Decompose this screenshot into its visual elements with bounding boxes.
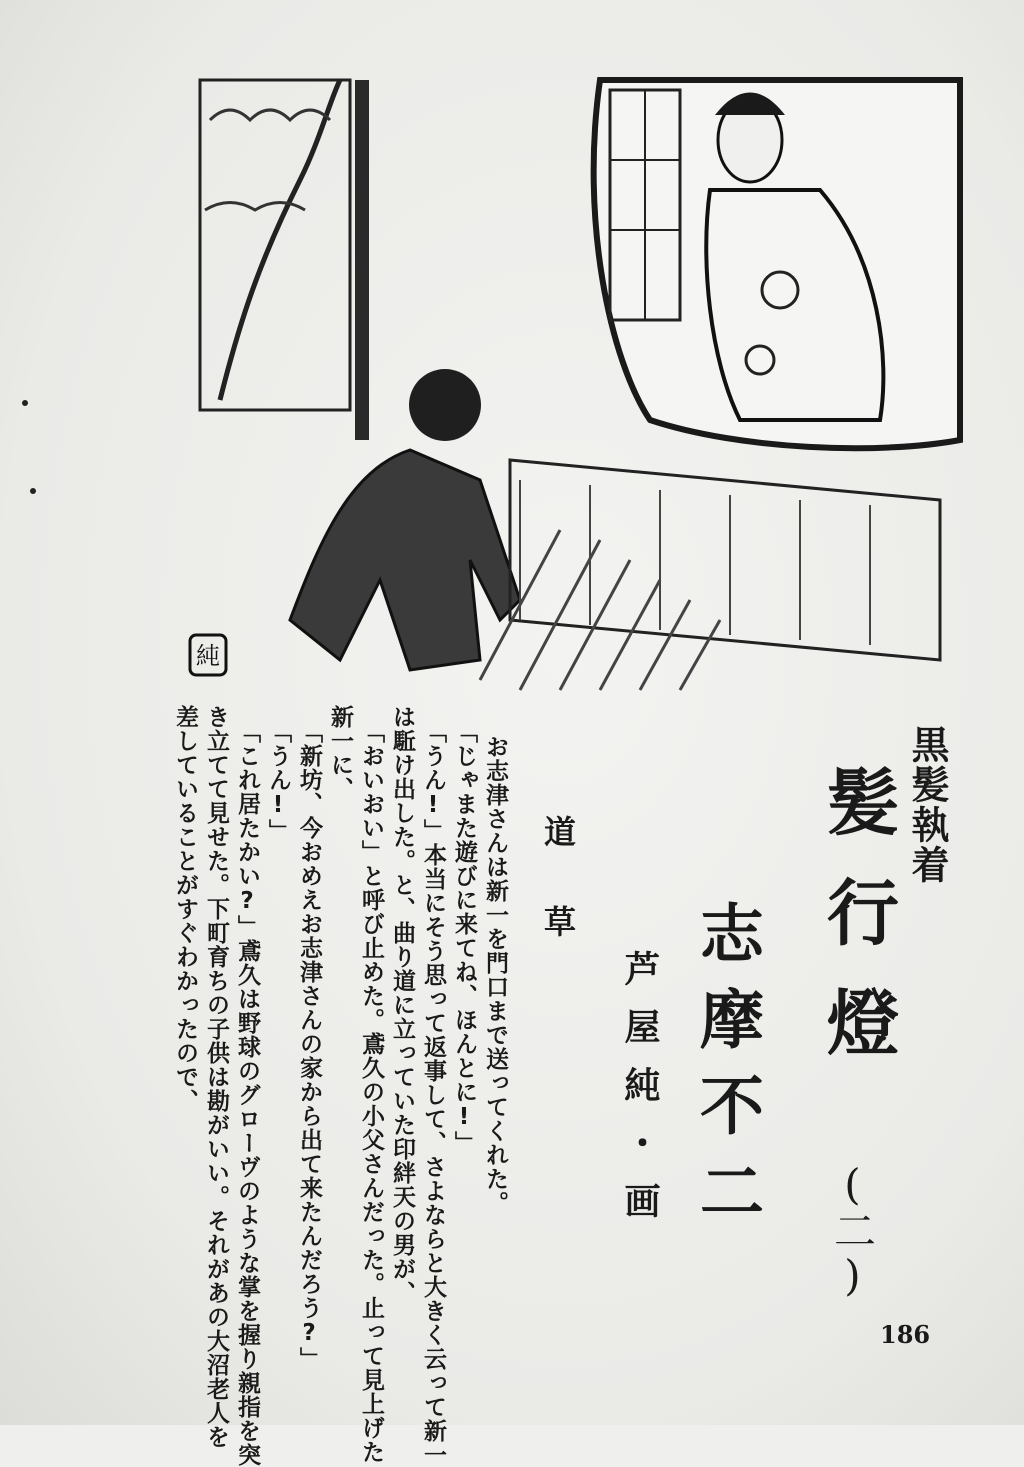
boy-head <box>409 369 481 441</box>
page-number: 186 <box>880 1320 931 1349</box>
print-speck <box>22 400 28 406</box>
body-line-1: お志津さんは新一を門口まで送ってくれた。 <box>482 735 508 1215</box>
body-line-5: 「おいおい」と呼び止めた。鳶久の小父さんだった。止って見上げた <box>358 720 384 1464</box>
main-title: 髪行燈 <box>815 765 900 1095</box>
series-title: 黒髪執着 <box>905 725 949 885</box>
tree-leaves <box>210 110 330 120</box>
floor-stripes <box>480 530 720 690</box>
body-line-3: 「うん!」本当にそう思って返事して、さよならと大きく云って新一 <box>420 720 446 1467</box>
body-line-7: 「新坊、今おめえお志津さんの家から出て来たんだろう?」 <box>296 720 322 1371</box>
body-line-11: 差していることがすぐわかったので、 <box>172 705 198 1113</box>
body-line-9: 「これ居たかい?」鳶久は野球のグローヴのような掌を握り親指を突 <box>234 720 260 1467</box>
body-line-6: 新一に、 <box>327 705 353 801</box>
boy-body <box>290 450 520 670</box>
section-title: 道草 <box>539 815 577 995</box>
wooden-pillar <box>355 80 369 440</box>
body-line-10: き立てて見せた。下町育ちの子供は勘がいい。それがあの大沼老人を <box>203 705 229 1449</box>
author-name: 志摩不二 <box>689 900 764 1244</box>
body-line-2: 「じゃまた遊びに来てね、ほんとに!」 <box>451 720 477 1155</box>
artist-seal-text: 純 <box>196 642 220 670</box>
body-line-4: は駈け出した。と、曲り道に立っていた印絆天の男が、 <box>389 705 415 1305</box>
artist-credit: 芦屋純・画 <box>619 950 661 1240</box>
story-illustration <box>180 60 980 700</box>
body-line-8: 「うん!」 <box>265 720 291 843</box>
veranda-wall <box>510 460 940 660</box>
print-speck <box>30 488 36 494</box>
garden-window-frame <box>200 80 350 410</box>
tree-trunk <box>220 80 340 400</box>
installment-number: (二) <box>828 1160 877 1300</box>
